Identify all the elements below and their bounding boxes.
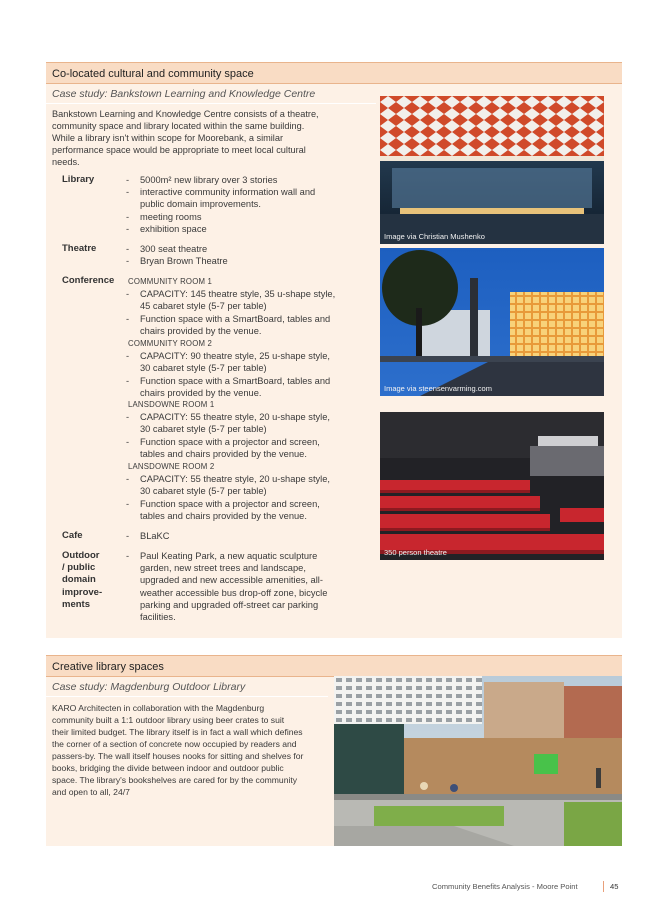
paragraph-line: and open to all, 24/7 [52, 787, 130, 797]
row-label-conference: Conference [62, 275, 115, 286]
row-label-outdoor: improve- [62, 587, 103, 598]
photo-caption: Image via steensenvarming.com [384, 384, 492, 393]
row-label-outdoor: Outdoor [62, 550, 100, 561]
building-exterior-illustration [380, 248, 604, 396]
intro-line: Bankstown Learning and Knowledge Centre consists of a theatre, [52, 109, 319, 119]
footer-separator [603, 881, 604, 892]
divider [46, 696, 328, 697]
room-name: LANSDOWNE ROOM 1 [128, 400, 215, 409]
footer-title: Community Benefits Analysis - Moore Point [432, 882, 578, 891]
paragraph-line: KARO Architecten in collaboration with the Magdenburg [52, 703, 265, 713]
intro-line: needs. [52, 157, 80, 167]
section-heading-bar [46, 62, 622, 84]
divider [46, 103, 376, 104]
paragraph-line: passers-by. The wall itself houses nooks for sitting and shelves for [52, 751, 304, 761]
row-label-theatre: Theatre [62, 243, 97, 254]
photo-building-exterior [380, 248, 604, 396]
section-heading-bar [46, 655, 622, 677]
photo-caption: Image via Christian Mushenko [384, 232, 485, 241]
intro-line: performance space would be appropriate to meet local cultural [52, 145, 306, 155]
row-label-library: Library [62, 174, 95, 185]
paragraph-line: their limited budget. The library itself is in fact a wall which defines [52, 727, 303, 737]
page-number: 45 [610, 882, 619, 891]
room-name: LANSDOWNE ROOM 2 [128, 462, 215, 471]
intro-line: community space and library located within the same building. [52, 121, 305, 131]
intro-line: While a library isn't within scope for Moorebank, a similar [52, 133, 284, 143]
paragraph-line: books, bridging the divide between indoor and outdoor public [52, 763, 284, 773]
theatre-illustration [380, 412, 604, 560]
photo-outdoor-library [334, 676, 622, 846]
photo-library-interior [380, 96, 604, 244]
row-label-outdoor: domain [62, 574, 96, 585]
section-cultural-space: Co-located cultural and community space Case study: Bankstown Learning and Knowledge Centre Bankstown Learning and Knowledge Centre consists of a theatre, community space and library located within the same building. While a library isn't within scope for Moorebank, a similar performance space would be appropriate to meet local cultural needs. Library - 5000m² new library over 3 stories - interactive community information wall and public domain improvements. - meeting rooms - exhibition space Theatre - 300 seat theatre - Bryan Brown Theatre Conference COMMUNITY ROOM 1 - CAPACITY: 145 theatre style, 35 u-shape style, 45 cabaret style (5-7 per table) - Function space with a SmartBoard, tables and chairs provided by the venue. COMMUNITY ROOM 2 - CAPACITY: 90 theatre style, 25 u-shape style, 30 cabaret style (5-7 per table) - Function space with a SmartBoard, tables and chairs provided by the venue. LANSDOWNE ROOM 1 - CAPACITY: 55 theatre style, 20 u-shape style, 30 cabaret style (5-7 per table) - Function space with a projector and screen, tables and chairs provided by the venue. LANSDOWNE ROOM 2 - CAPACITY: 55 theatre style, 20 u-shape style, 30 cabaret style (5-7 per table) - Function space with a projector and screen, tables and chairs provided by the venue. Cafe - BLaKC Outdoor / public domain improve- ments - Paul Keating Park, a new aquatic sculpture garden, new street trees and landscape, upgraded and new accessible amenities, all- weather accessible bus drop-off zone, bicycle parking and upgraded off-street car parking facilities. Image via Christian Mushenko Image via steensenvarming.com 350 person theatre [46, 62, 622, 638]
case-study-title: Case study: Bankstown Learning and Knowledge Centre [52, 88, 316, 100]
outdoor-library-illustration [334, 676, 622, 846]
paragraph-line: community built a 1:1 outdoor library using beer crates to suit [52, 715, 285, 725]
section-heading: Co-located cultural and community space [52, 68, 254, 80]
paragraph-line: space. The library's bookshelves are cared for by the community [52, 775, 298, 785]
row-label-outdoor: ments [62, 599, 90, 610]
section-heading: Creative library spaces [52, 661, 164, 673]
library-interior-illustration [380, 96, 604, 244]
photo-caption: 350 person theatre [384, 548, 447, 557]
photo-theatre [380, 412, 604, 560]
row-label-outdoor: / public [62, 562, 96, 573]
room-name: COMMUNITY ROOM 1 [128, 277, 213, 286]
row-label-cafe: Cafe [62, 530, 83, 541]
case-study-title: Case study: Magdenburg Outdoor Library [52, 681, 246, 693]
paragraph-line: the corner of a section of concrete now occupied by readers and [52, 739, 297, 749]
section-library-spaces [46, 655, 622, 846]
room-name: COMMUNITY ROOM 2 [128, 339, 213, 348]
